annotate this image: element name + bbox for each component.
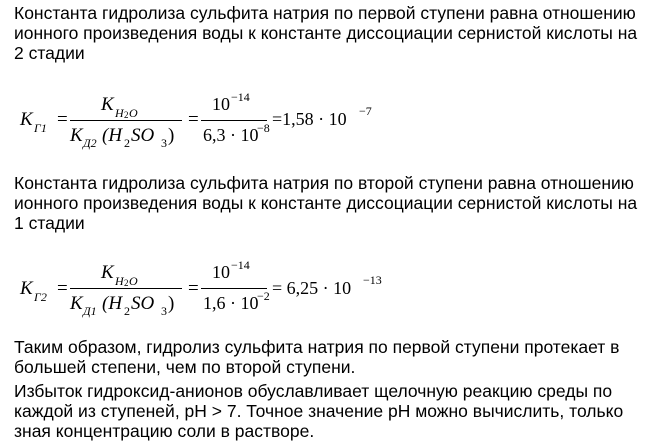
denominator-value: 1,6 · 10: [203, 293, 259, 313]
denominator-subscript: Д2: [83, 136, 97, 150]
denominator-sub-3: 3: [161, 304, 167, 318]
result-exponent: −13: [363, 273, 382, 287]
lhs-k-symbol: K: [20, 278, 33, 299]
denominator-k-symbol: K: [70, 293, 83, 314]
paragraph-conclusion: Таким образом, гидролиз сульфита натрия по первой ступени протекает в большей степени, чем по второй ступени.: [14, 337, 620, 377]
numerator-subscript-2: 2: [124, 278, 129, 288]
result-value: =1,58 · 10: [272, 109, 347, 129]
paragraph-hydrolysis-stage2: Константа гидролиза сульфита натрия по второй ступени равна отношению ионного произведения воды к константе диссоциации сернистой кислоты на 1 стадии: [14, 173, 638, 233]
denominator-paren-h: (H: [102, 293, 123, 314]
numerator-subscript-2: 2: [124, 110, 129, 120]
numerator-ten: 10: [212, 94, 230, 114]
denominator-so: SO: [131, 293, 155, 314]
numerator-subscript-o: O: [129, 106, 138, 120]
fraction-bar-1: [70, 120, 182, 121]
numerator-exponent: −14: [231, 258, 250, 272]
result-exponent: −7: [359, 104, 372, 118]
equals-sign: =: [57, 109, 68, 130]
paragraph-hydrolysis-stage1: Константа гидролиза сульфита натрия по первой ступени равна отношению ионного произведения воды к константе диссоциации сернистой кислоты на 2 стадии: [14, 3, 638, 63]
equals-sign: =: [57, 278, 68, 299]
denominator-so: SO: [131, 125, 155, 146]
numerator-exponent: −14: [231, 90, 250, 104]
lhs-k-symbol: K: [20, 109, 33, 130]
numerator-k-symbol: K: [101, 94, 114, 115]
equals-sign-2: =: [188, 278, 199, 299]
numerator-subscript-o: O: [129, 274, 138, 288]
result-value: = 6,25 · 10: [272, 278, 352, 298]
lhs-subscript: Г1: [34, 121, 47, 135]
numerator-subscript-h: H: [115, 274, 124, 288]
denominator-exponent: −8: [257, 121, 270, 135]
denominator-sub-2: 2: [124, 136, 130, 150]
denominator-subscript: Д1: [83, 304, 97, 318]
paragraph-ph-note: Избыток гидроксид-анионов обуславливает щелочную реакцию среды по каждой из ступеней, pH > 7. Точное значение pH можно вычислить, только зная концентрацию соли в растворе.: [14, 381, 624, 441]
denominator-close-paren: ): [168, 293, 175, 314]
denominator-k-symbol: K: [70, 125, 83, 146]
numerator-subscript-h: H: [115, 106, 124, 120]
denominator-close-paren: ): [168, 125, 175, 146]
fraction-bar-1: [70, 288, 182, 289]
numerator-ten: 10: [212, 262, 230, 282]
denominator-sub-3: 3: [161, 136, 167, 150]
equals-sign-2: =: [188, 109, 199, 130]
denominator-sub-2: 2: [124, 304, 130, 318]
denominator-exponent: −2: [257, 289, 270, 303]
lhs-subscript: Г2: [34, 290, 47, 304]
numerator-k-symbol: K: [101, 262, 114, 283]
denominator-value: 6,3 · 10: [203, 125, 259, 145]
denominator-paren-h: (H: [102, 125, 123, 146]
